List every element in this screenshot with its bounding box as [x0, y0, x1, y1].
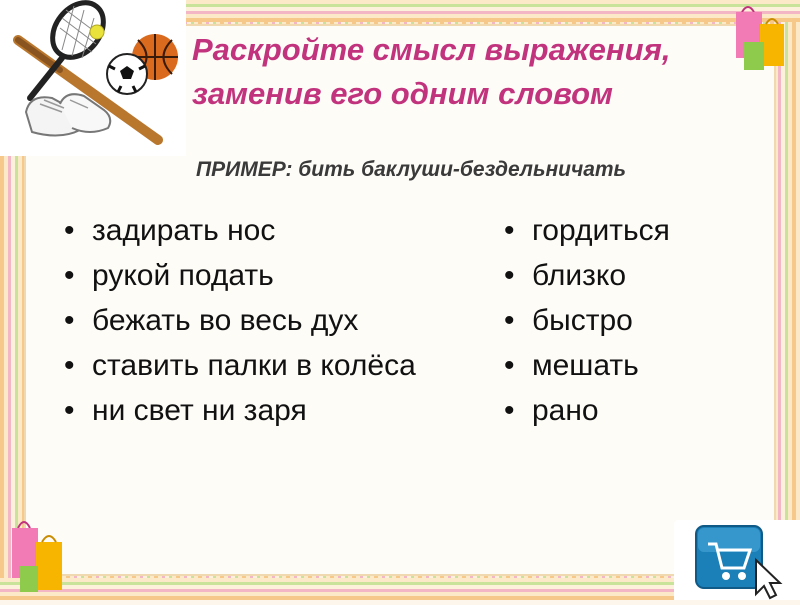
shopping-cart-button-icon [674, 520, 800, 600]
list-item: • мешать [504, 343, 670, 388]
list-item: • ни свет ни заря [64, 388, 416, 433]
answers-list [504, 208, 670, 433]
sports-equipment-icon [0, 0, 186, 156]
list-item: • ставить палки в колёса [64, 343, 416, 388]
example-text: ПРИМЕР: бить баклуши-бездельничать [196, 158, 627, 181]
shopping-bags-icon [4, 514, 74, 594]
list-item: • близко [504, 253, 670, 298]
shopping-cart-button[interactable] [674, 520, 800, 600]
slide-title [192, 28, 772, 116]
phrases-list [64, 208, 416, 433]
title-line-1: Раскройте смысл выражения, [192, 32, 671, 67]
list-item: • рукой подать [64, 253, 416, 298]
title-line-2: заменив его одним словом [192, 76, 613, 111]
list-item: • бежать во весь дух [64, 298, 416, 343]
list-item: • быстро [504, 298, 670, 343]
list-item: • гордиться [504, 208, 670, 253]
list-item: • задирать нос [64, 208, 416, 253]
list-item: • рано [504, 388, 670, 433]
